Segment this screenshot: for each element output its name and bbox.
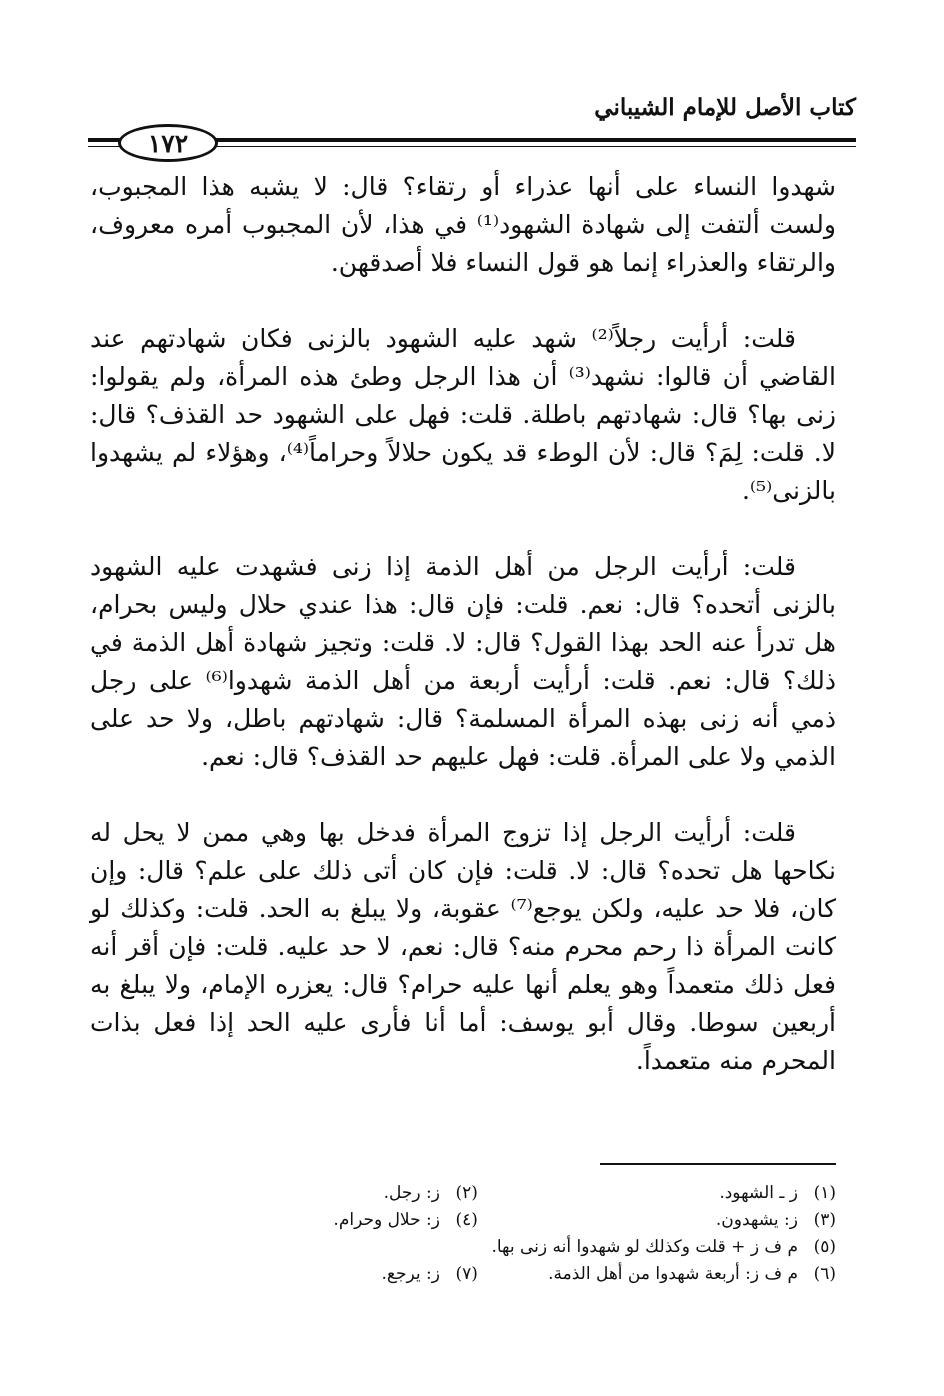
footnote [491,1234,836,1261]
footnote-number: (١) [813,1183,836,1203]
footnote-number: (٢) [455,1183,478,1203]
footnote [120,1207,478,1234]
footnote-text: ز: يشهدون. [715,1210,798,1230]
footnote-text: ز: يرجع. [381,1264,440,1284]
footnote-row [90,1234,836,1261]
footnote [120,1180,478,1207]
footnote-row [90,1207,836,1234]
footnotes [90,1180,836,1288]
footnote-row [90,1261,836,1288]
footnote-text: م ف ز: أربعة شهدوا من أهل الذمة. [548,1264,798,1284]
footnote-text: ز ـ الشهود. [719,1183,798,1203]
footnote-number: (٤) [455,1210,478,1230]
footnote-number: (٦) [813,1264,836,1284]
footnote [120,1261,478,1288]
page-number: ١٧٢ [118,124,218,162]
footnote-text: ز: رجل. [383,1183,440,1203]
footnote-separator [600,1163,836,1165]
footnote [478,1180,836,1207]
paragraph: قلت: أرأيت رجلاً⁽²⁾ شهد عليه الشهود بالزنى فكان شهادتهم عند القاضي أن قالوا: نشهد⁽³⁾ أن هذا الرجل وطئ هذه المرأة، ولم يقولوا: زنى بها؟ قال: شهادتهم باطلة. قلت: فهل على الشهود حد القذف؟ قال: لا. قلت: لِمَ؟ قال: لأن الوطء قد يكون حلالاً وحراماً⁽⁴⁾، وهؤلاء لم يشهدوا بالزنى⁽⁵⁾. [90,324,836,505]
paragraph: قلت: أرأيت الرجل إذا تزوج المرأة فدخل بها وهي ممن لا يحل له نكاحها هل تحده؟ قال: لا. قلت: فإن كان أتى ذلك على علم؟ قال: وإن كان، فلا حد عليه، ولكن يوجع⁽⁷⁾ عقوبة، ولا يبلغ به الحد. قلت: وكذلك لو كانت المرأة ذا رحم محرم منه؟ قال: نعم، لا حد عليه. قلت: فإن أقر أنه فعل ذلك متعمداً وهو يعلم أنها عليه حرام؟ قال: يعزره الإمام، ولا يبلغ به أربعين سوطا. وقال أبو يوسف: أما أنا فأرى عليه الحد إذا فعل بذات المحرم منه متعمداً. [90,818,836,1075]
footnote-row [90,1180,836,1207]
paragraph: شهدوا النساء على أنها عذراء أو رتقاء؟ قال: لا يشبه هذا المجبوب، ولست ألتفت إلى شهادة الشهود⁽¹⁾ في هذا، لأن المجبوب أمره معروف، والرتقاء والعذراء إنما هو قول النساء فلا أصدقهن. [90,172,836,277]
footnote-number: (٥) [813,1237,836,1257]
footnote-number: (٧) [455,1264,478,1284]
main-text [90,168,836,1118]
paragraph: قلت: أرأيت الرجل من أهل الذمة إذا زنى فشهدت عليه الشهود بالزنى أتحده؟ قال: نعم. قلت: فإن قال: هذا عندي حلال وليس بحرام، هل تدرأ عنه الحد بهذا القول؟ قال: لا. قلت: وتجيز شهادة أهل الذمة في ذلك؟ قال: نعم. قلت: أرأيت أربعة من أهل الذمة شهدوا⁽⁶⁾ على رجل ذمي أنه زنى بهذه المرأة المسلمة؟ قال: شهادتهم باطل، ولا حد على الذمي ولا على المرأة. قلت: فهل عليهم حد القذف؟ قال: نعم. [90,552,836,771]
book-title: كتاب الأصل للإمام الشيباني [594,94,856,121]
footnote [478,1207,836,1234]
footnote-text: م ف ز + قلت وكذلك لو شهدوا أنه زنى بها. [491,1237,798,1257]
footnote-number: (٣) [813,1210,836,1230]
footnote-text: ز: حلال وحرام. [333,1210,440,1230]
page-header [88,88,856,158]
footnote [478,1261,836,1288]
